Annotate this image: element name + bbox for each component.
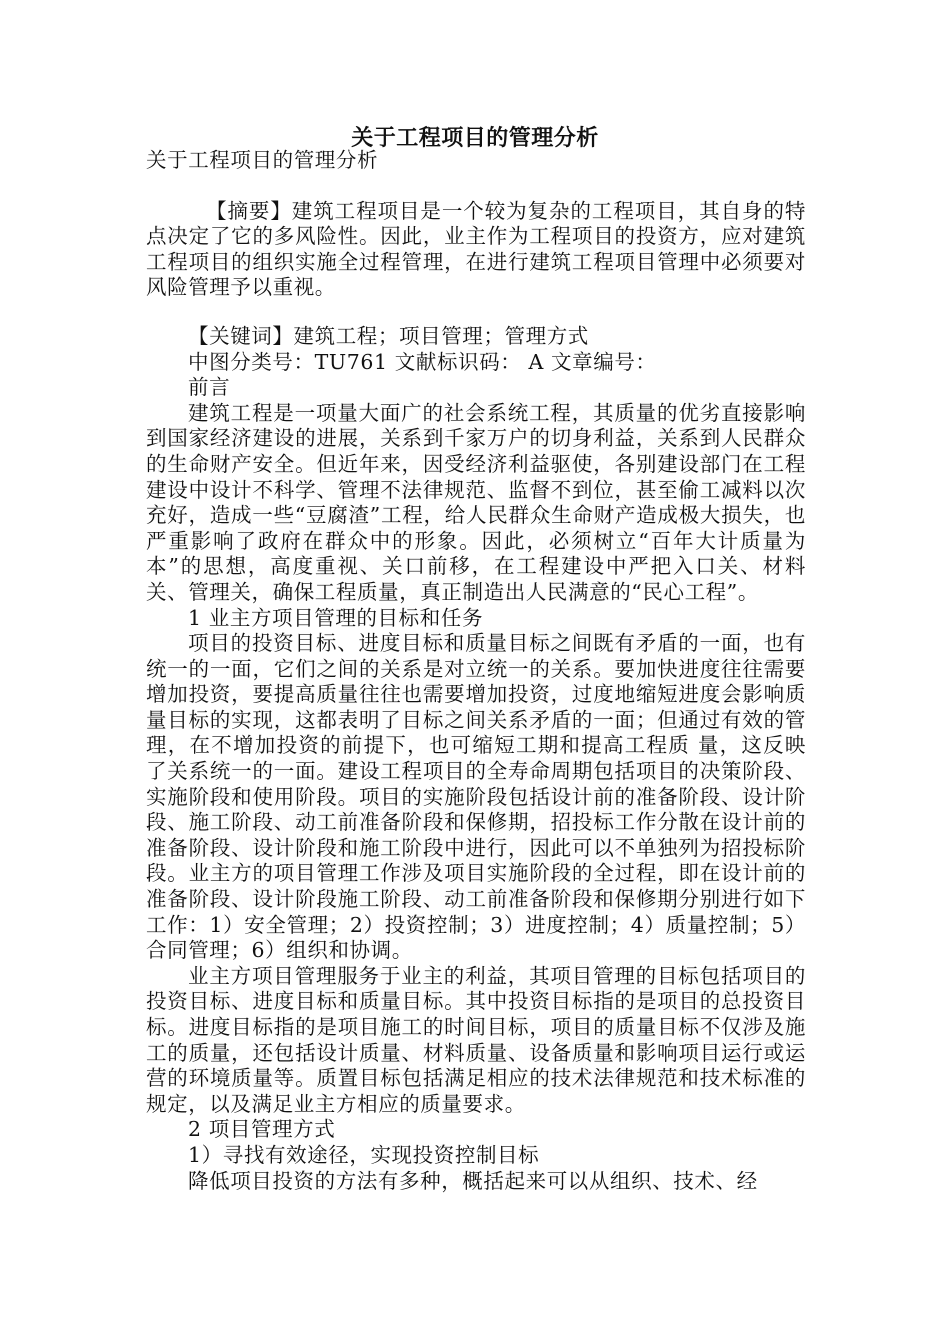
preface-paragraph: 建筑工程是一项量大面广的社会系统工程，其质量的优劣直接影响到国家经济建设的进展，关系到千家万户的切身利益，关系到人民群众的生命财产安全。但近年来，因受经济利益驱使，各别建设部门在工程建设中设计不科学、管理不法律规范、监督不到位，甚至偷工减料以次充好，造成一些“豆腐渣”工程，给人民群众生命财产造成极大损失，也严重影响了政府在群众中的形象。因此，必须树立“百年大计质量为本”的思想，高度重视、关口前移，在工程建设中严把入口关、材料关、管理关，确保工程质量，真正制造出人民满意的“民心工程”。: [146, 400, 806, 604]
section2-subheading-1: 1）寻找有效途径，实现投资控制目标: [188, 1142, 540, 1167]
section1-paragraph-2: 业主方项目管理服务于业主的利益，其项目管理的目标包括项目的投资目标、进度目标和质量目标。其中投资目标指的是项目的总投资目标。进度目标指的是项目施工的时间目标，项目的质量目标不仅涉及施工的质量，还包括设计质量、材料质量、设备质量和影响项目运行或运营的环境质量等。质置目标包括满足相应的技术法律规范和技术标准的规定，以及满足业主方相应的质量要求。: [146, 963, 806, 1116]
section1-paragraph-1: 项目的投资目标、进度目标和质量目标之间既有矛盾的一面，也有统一的一面，它们之间的关系是对立统一的关系。要加快进度往往需要增加投资，要提高质量往往也需要增加投资，过度地缩短进度会影响质量目标的实现，这都表明了目标之间关系矛盾的一面；但通过有效的管理，在不增加投资的前提下，也可缩短工期和提高工程质 量，这反映了关系统一的一面。建设工程项目的全寿命周期包括项目的决策阶段、实施阶段和使用阶段。项目的实施阶段包括设计前的准备阶段、设计阶段、施工阶段、动工前准备阶段和保修期，招投标工作分散在设计前的准备阶段、设计阶段和施工阶段中进行，因此可以不单独列为招投标阶段。业主方的项目管理工作涉及项目实施阶段的全过程，即在设计前的准备阶段、设计阶段施工阶段、动工前准备阶段和保修期分别进行如下工作：1）安全管理；2）投资控制；3）进度控制；4）质量控制；5）合同管理；6）组织和协调。: [146, 631, 806, 963]
document-title: 关于工程项目的管理分析: [351, 125, 599, 151]
abstract-paragraph: 【摘要】建筑工程项目是一个较为复杂的工程项目，其自身的特点决定了它的多风险性。因此，业主作为工程项目的投资方，应对建筑工程项目的组织实施全过程管理，在进行建筑工程项目管理中必须要对风险管理予以重视。: [146, 198, 806, 300]
section1-heading: 1 业主方项目管理的目标和任务: [188, 605, 484, 630]
document-body: [146, 148, 806, 1194]
classification-line: 中图分类号：TU761 文献标识码： A 文章编号：: [188, 349, 657, 374]
document-subtitle: 关于工程项目的管理分析: [146, 148, 379, 172]
keywords-line: 【关键词】建筑工程；项目管理；管理方式: [188, 323, 589, 348]
preface-heading: 前言: [188, 375, 231, 400]
section2-heading: 2 项目管理方式: [188, 1117, 336, 1142]
section2-paragraph-1: 降低项目投资的方法有多种，概括起来可以从组织、技术、经: [188, 1168, 758, 1193]
